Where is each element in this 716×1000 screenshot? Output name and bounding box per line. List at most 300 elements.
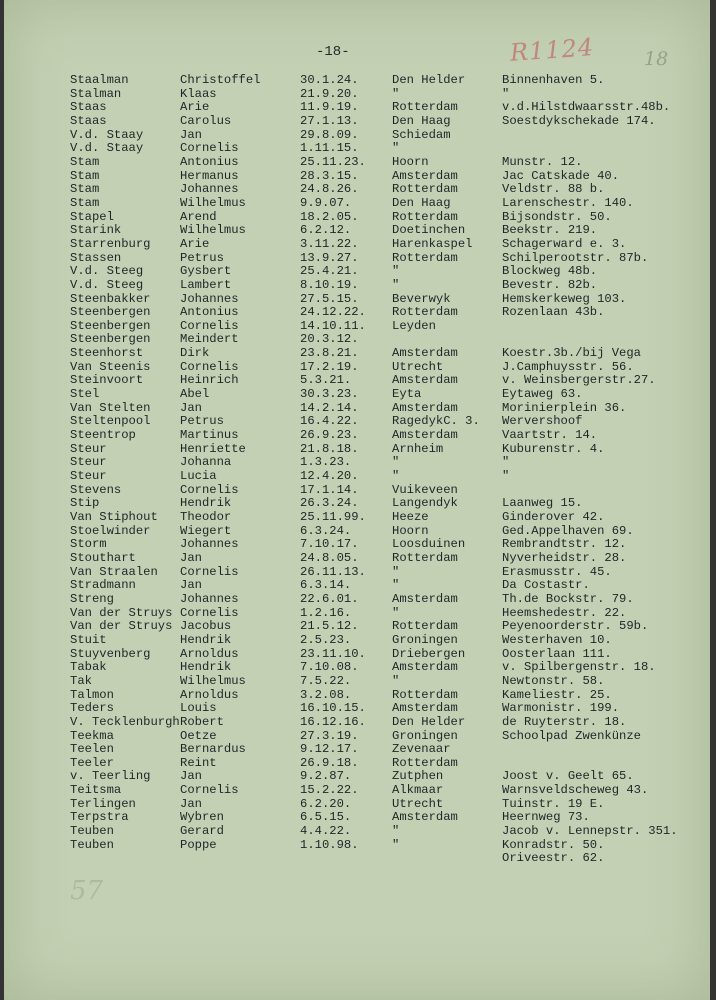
register-row xyxy=(4,252,710,266)
trailing-address-cell: Oriveestr. 62. xyxy=(502,851,605,866)
birth-date-cell: 17.1.14. xyxy=(300,482,359,497)
surname-cell: Stam xyxy=(70,154,100,169)
address-cell: Bijsondstr. 50. xyxy=(502,209,612,224)
birth-place-cell: Doetinchen xyxy=(392,223,466,238)
address-cell: Hemskerkeweg 103. xyxy=(502,291,627,306)
birth-place-cell: " xyxy=(392,277,400,292)
birth-place-cell: Amsterdam xyxy=(392,373,458,388)
pencil-mark: 57 xyxy=(70,876,104,906)
surname-cell: Van Stelten xyxy=(70,400,151,415)
first-name-cell: Cornelis xyxy=(180,564,239,579)
surname-cell: Starrenburg xyxy=(70,236,151,251)
first-name-cell: Arnoldus xyxy=(180,687,239,702)
birth-place-cell: Amsterdam xyxy=(392,168,458,183)
register-row xyxy=(4,197,710,211)
surname-cell: Stuyvenberg xyxy=(70,646,151,661)
address-cell: Westerhaven 10. xyxy=(502,632,612,647)
birth-date-cell: 5.3.21. xyxy=(300,373,352,388)
first-name-cell: Theodor xyxy=(180,510,232,524)
first-name-cell: Cornelis xyxy=(180,141,239,156)
first-name-cell: Arie xyxy=(180,100,210,115)
surname-cell: Stam xyxy=(70,182,100,197)
register-row xyxy=(4,101,710,115)
address-cell: Joost v. Geelt 65. xyxy=(502,769,634,784)
surname-cell: Van Steenis xyxy=(70,359,151,374)
birth-date-cell: 16.12.16. xyxy=(300,714,366,729)
birth-place-cell: Amsterdam xyxy=(392,346,458,361)
address-cell: Schoolpad Zwenkünze xyxy=(502,728,641,743)
register-row xyxy=(4,634,710,648)
register-row xyxy=(4,74,710,88)
birth-date-cell: 9.12.17. xyxy=(300,742,359,757)
address-cell: Da Costastr. xyxy=(502,578,590,593)
surname-cell: Steenbergen xyxy=(70,318,151,333)
first-name-cell: Heinrich xyxy=(180,373,239,388)
address-cell: Beekstr. 219. xyxy=(502,223,598,238)
birth-date-cell: 25.11.23. xyxy=(300,154,366,169)
register-row xyxy=(4,798,710,812)
surname-cell: Stassen xyxy=(70,250,122,265)
register-row xyxy=(4,770,710,784)
surname-cell: Steur xyxy=(70,441,107,456)
surname-cell: Teekma xyxy=(70,728,114,743)
register-row xyxy=(4,88,710,102)
register-row xyxy=(4,497,710,511)
surname-cell: Stouthart xyxy=(70,550,136,565)
birth-place-cell: Schiedam xyxy=(392,127,451,142)
first-name-cell: Abel xyxy=(180,387,210,402)
birth-place-cell: Eyta xyxy=(392,387,422,402)
register-row xyxy=(4,293,710,307)
first-name-cell: Johannes xyxy=(180,182,239,197)
first-name-cell: Cornelis xyxy=(180,359,239,374)
address-cell: Vaartstr. 14. xyxy=(502,428,598,443)
birth-place-cell: Den Helder xyxy=(392,714,466,729)
birth-date-cell: 25.11.99. xyxy=(300,510,366,524)
birth-date-cell: 24.8.26. xyxy=(300,182,359,197)
register-row xyxy=(4,333,710,347)
first-name-cell: Carolus xyxy=(180,113,232,128)
address-cell: Wervershoof xyxy=(502,414,583,429)
birth-place-cell: Den Haag xyxy=(392,113,451,128)
birth-date-cell: 13.9.27. xyxy=(300,250,359,265)
surname-cell: Stuit xyxy=(70,632,107,647)
birth-date-cell: 30.3.23. xyxy=(300,387,359,402)
first-name-cell: Johannes xyxy=(180,291,239,306)
first-name-cell: Arie xyxy=(180,236,210,251)
register-row xyxy=(4,579,710,593)
register-row xyxy=(4,470,710,484)
address-cell: Veldstr. 88 b. xyxy=(502,182,605,197)
birth-place-cell: Zevenaar xyxy=(392,742,451,757)
address-cell: Laanweg 15. xyxy=(502,496,583,511)
first-name-cell: Hendrik xyxy=(180,660,232,675)
address-cell: Schagerward e. 3. xyxy=(502,236,627,251)
surname-cell: V.d. Staay xyxy=(70,141,144,156)
register-row xyxy=(4,402,710,416)
first-name-cell: Jan xyxy=(180,550,202,565)
surname-cell: V.d. Steeg xyxy=(70,264,144,279)
birth-date-cell: 21.5.12. xyxy=(300,619,359,634)
birth-date-cell: 28.3.15. xyxy=(300,168,359,183)
surname-cell: Teelen xyxy=(70,742,114,757)
first-name-cell: Wybren xyxy=(180,810,224,825)
first-name-cell: Jan xyxy=(180,400,202,415)
surname-cell: Steentrop xyxy=(70,428,136,443)
birth-date-cell: 27.3.19. xyxy=(300,728,359,743)
register-page xyxy=(4,0,710,1000)
surname-cell: Tak xyxy=(70,673,92,688)
birth-date-cell: 16.4.22. xyxy=(300,414,359,429)
first-name-cell: Cornelis xyxy=(180,482,239,497)
surname-cell: Terlingen xyxy=(70,796,136,811)
birth-date-cell: 29.8.09. xyxy=(300,127,359,142)
first-name-cell: Jacobus xyxy=(180,619,232,634)
register-row xyxy=(4,525,710,539)
register-row xyxy=(4,347,710,361)
surname-cell: Teders xyxy=(70,701,114,716)
surname-cell: Starink xyxy=(70,223,122,238)
address-cell: de Ruyterstr. 18. xyxy=(502,714,627,729)
first-name-cell: Jan xyxy=(180,127,202,142)
birth-place-cell: Leyden xyxy=(392,318,436,333)
address-cell: Heemshedestr. 22. xyxy=(502,605,627,620)
address-cell: Blockweg 48b. xyxy=(502,264,598,279)
surname-cell: V. Tecklenburgh xyxy=(70,714,180,729)
first-name-cell: Wilhelmus xyxy=(180,195,246,210)
register-row xyxy=(4,837,710,866)
birth-place-cell: Beverwyk xyxy=(392,291,451,306)
surname-cell: Stoelwinder xyxy=(70,523,151,538)
first-name-cell: Robert xyxy=(180,714,224,729)
register-row xyxy=(4,702,710,716)
birth-date-cell: 21.9.20. xyxy=(300,86,359,101)
register-row xyxy=(4,825,710,839)
register-row xyxy=(4,265,710,279)
birth-place-cell: Zutphen xyxy=(392,769,444,784)
birth-date-cell: 15.2.22. xyxy=(300,783,359,798)
address-cell: Rozenlaan 43b. xyxy=(502,305,605,320)
first-name-cell: Reint xyxy=(180,755,217,770)
address-cell: Rembrandtstr. 12. xyxy=(502,537,627,552)
address-cell: Kuburenstr. 4. xyxy=(502,441,605,456)
first-name-cell: Antonius xyxy=(180,154,239,169)
birth-date-cell: 6.2.20. xyxy=(300,796,352,811)
birth-date-cell: 11.9.19. xyxy=(300,100,359,115)
birth-date-cell: 30.1.24. xyxy=(300,73,359,87)
address-cell: Warnsveldscheweg 43. xyxy=(502,783,649,798)
surname-cell: Steur xyxy=(70,469,107,484)
surname-cell: Streng xyxy=(70,591,114,606)
surname-cell: Teitsma xyxy=(70,783,122,798)
address-cell: Eytaweg 63. xyxy=(502,387,583,402)
register-row xyxy=(4,689,710,703)
birth-place-cell: " xyxy=(392,86,400,101)
register-row xyxy=(4,784,710,798)
address-cell: Kameliestr. 25. xyxy=(502,687,612,702)
first-name-cell: Poppe xyxy=(180,837,217,852)
first-name-cell: Cornelis xyxy=(180,605,239,620)
surname-cell: Stam xyxy=(70,168,100,183)
surname-cell: V.d. Staay xyxy=(70,127,144,142)
register-list xyxy=(4,73,710,866)
birth-date-cell: 1.3.23. xyxy=(300,455,352,470)
birth-date-cell: 6.3.14. xyxy=(300,578,352,593)
birth-place-cell: Rotterdam xyxy=(392,550,458,565)
birth-place-cell: Arnheim xyxy=(392,441,444,456)
first-name-cell: Petrus xyxy=(180,250,224,265)
register-row xyxy=(4,388,710,402)
birth-date-cell: 27.5.15. xyxy=(300,291,359,306)
surname-cell: Stradmann xyxy=(70,578,136,593)
surname-cell: V.d. Steeg xyxy=(70,277,144,292)
surname-cell: Steenhorst xyxy=(70,346,144,361)
birth-place-cell: Groningen xyxy=(392,632,458,647)
birth-place-cell: Rotterdam xyxy=(392,687,458,702)
surname-cell: Teuben xyxy=(70,824,114,839)
birth-place-cell: " xyxy=(392,455,400,470)
register-row xyxy=(4,361,710,375)
folio-number: 18 xyxy=(644,48,669,70)
surname-cell: Tabak xyxy=(70,660,107,675)
birth-date-cell: 16.10.15. xyxy=(300,701,366,716)
surname-cell: Van der Struys xyxy=(70,605,173,620)
first-name-cell: Antonius xyxy=(180,305,239,320)
first-name-cell: Jan xyxy=(180,578,202,593)
birth-date-cell: 3.2.08. xyxy=(300,687,352,702)
birth-place-cell: Amsterdam xyxy=(392,428,458,443)
birth-place-cell: Heeze xyxy=(392,510,429,524)
birth-place-cell: Utrecht xyxy=(392,359,444,374)
surname-cell: Steur xyxy=(70,455,107,470)
address-cell: Schilperootstr. 87b. xyxy=(502,250,649,265)
birth-place-cell: Harenkaspel xyxy=(392,236,473,251)
surname-cell: Stip xyxy=(70,496,100,511)
birth-date-cell: 20.3.12. xyxy=(300,332,359,347)
birth-date-cell: 1.10.98. xyxy=(300,837,359,852)
register-row xyxy=(4,142,710,156)
birth-place-cell: " xyxy=(392,141,400,156)
register-row xyxy=(4,306,710,320)
address-cell: J.Camphuysstr. 56. xyxy=(502,359,634,374)
first-name-cell: Jan xyxy=(180,796,202,811)
surname-cell: Staas xyxy=(70,113,107,128)
first-name-cell: Johanna xyxy=(180,455,232,470)
register-row xyxy=(4,170,710,184)
address-cell: Morinierplein 36. xyxy=(502,400,627,415)
first-name-cell: Lambert xyxy=(180,277,232,292)
first-name-cell: Hermanus xyxy=(180,168,239,183)
address-cell: Peyenoorderstr. 59b. xyxy=(502,619,649,634)
birth-place-cell: " xyxy=(392,837,400,852)
surname-cell: Stapel xyxy=(70,209,114,224)
surname-cell: Van Stiphout xyxy=(70,510,158,524)
birth-place-cell: Amsterdam xyxy=(392,810,458,825)
birth-date-cell: 14.2.14. xyxy=(300,400,359,415)
surname-cell: Steinvoort xyxy=(70,373,144,388)
register-row xyxy=(4,566,710,580)
surname-cell: v. Teerling xyxy=(70,769,151,784)
surname-cell: Talmon xyxy=(70,687,114,702)
birth-date-cell: 23.11.10. xyxy=(300,646,366,661)
first-name-cell: Christoffel xyxy=(180,73,261,87)
birth-date-cell: 26.9.18. xyxy=(300,755,359,770)
register-row xyxy=(4,620,710,634)
surname-cell: Steenbergen xyxy=(70,332,151,347)
birth-date-cell: 26.9.23. xyxy=(300,428,359,443)
birth-place-cell: Rotterdam xyxy=(392,182,458,197)
first-name-cell: Bernardus xyxy=(180,742,246,757)
first-name-cell: Jan xyxy=(180,769,202,784)
address-cell: " xyxy=(502,455,510,470)
register-row xyxy=(4,429,710,443)
address-cell: " xyxy=(502,469,510,484)
first-name-cell: Gysbert xyxy=(180,264,232,279)
first-name-cell: Hendrik xyxy=(180,632,232,647)
birth-place-cell: " xyxy=(392,469,400,484)
register-row xyxy=(4,443,710,457)
birth-date-cell: 4.4.22. xyxy=(300,824,352,839)
address-cell: Th.de Bockstr. 79. xyxy=(502,591,634,606)
birth-date-cell: 1.2.16. xyxy=(300,605,352,620)
register-row xyxy=(4,211,710,225)
birth-place-cell: Langendyk xyxy=(392,496,458,511)
address-cell: Tuinstr. 19 E. xyxy=(502,796,605,811)
birth-date-cell: 7.10.17. xyxy=(300,537,359,552)
register-row xyxy=(4,183,710,197)
birth-place-cell: Rotterdam xyxy=(392,619,458,634)
address-cell: v. Weinsbergerstr.27. xyxy=(502,373,656,388)
address-cell: Binnenhaven 5. xyxy=(502,73,605,87)
register-row xyxy=(4,730,710,744)
register-row xyxy=(4,811,710,825)
surname-cell: Stam xyxy=(70,195,100,210)
birth-date-cell: 14.10.11. xyxy=(300,318,366,333)
register-row xyxy=(4,238,710,252)
birth-date-cell: 7.10.08. xyxy=(300,660,359,675)
birth-date-cell: 1.11.15. xyxy=(300,141,359,156)
birth-date-cell: 26.11.13. xyxy=(300,564,366,579)
birth-place-cell: RagedykC. 3. xyxy=(392,414,480,429)
birth-date-cell: 17.2.19. xyxy=(300,359,359,374)
register-row xyxy=(4,374,710,388)
first-name-cell: Lucia xyxy=(180,469,217,484)
birth-place-cell: " xyxy=(392,605,400,620)
birth-date-cell: 18.2.05. xyxy=(300,209,359,224)
register-row xyxy=(4,320,710,334)
birth-date-cell: 6.3.24. xyxy=(300,523,352,538)
birth-date-cell: 27.1.13. xyxy=(300,113,359,128)
register-row xyxy=(4,156,710,170)
birth-place-cell: Rotterdam xyxy=(392,100,458,115)
birth-date-cell: 2.5.23. xyxy=(300,632,352,647)
address-cell: Jac Catskade 40. xyxy=(502,168,620,183)
birth-date-cell: 22.6.01. xyxy=(300,591,359,606)
address-cell: Newtonstr. 58. xyxy=(502,673,605,688)
surname-cell: Stevens xyxy=(70,482,122,497)
first-name-cell: Oetze xyxy=(180,728,217,743)
first-name-cell: Meindert xyxy=(180,332,239,347)
first-name-cell: Hendrik xyxy=(180,496,232,511)
first-name-cell: Cornelis xyxy=(180,783,239,798)
surname-cell: Terpstra xyxy=(70,810,129,825)
surname-cell: Steenbakker xyxy=(70,291,151,306)
page-number: -18- xyxy=(316,44,350,60)
birth-date-cell: 24.12.22. xyxy=(300,305,366,320)
address-cell: v. Spilbergenstr. 18. xyxy=(502,660,656,675)
birth-date-cell: 24.8.05. xyxy=(300,550,359,565)
birth-place-cell: Amsterdam xyxy=(392,701,458,716)
birth-date-cell: 8.10.19. xyxy=(300,277,359,292)
surname-cell: Van der Struys xyxy=(70,619,173,634)
register-row xyxy=(4,456,710,470)
birth-place-cell: Amsterdam xyxy=(392,591,458,606)
birth-place-cell: Groningen xyxy=(392,728,458,743)
birth-date-cell: 21.8.18. xyxy=(300,441,359,456)
address-cell: Heernweg 73. xyxy=(502,810,590,825)
birth-date-cell: 6.5.15. xyxy=(300,810,352,825)
register-row xyxy=(4,593,710,607)
surname-cell: Staas xyxy=(70,100,107,115)
address-cell: v.d.Hilstdwaarsstr.48b. xyxy=(502,100,671,115)
register-row xyxy=(4,484,710,498)
register-row xyxy=(4,675,710,689)
archive-stamp: R1124 xyxy=(509,33,596,67)
surname-cell: Storm xyxy=(70,537,107,552)
register-row xyxy=(4,415,710,429)
birth-place-cell: Rotterdam xyxy=(392,209,458,224)
register-row xyxy=(4,716,710,730)
birth-date-cell: 12.4.20. xyxy=(300,469,359,484)
birth-place-cell: Rotterdam xyxy=(392,305,458,320)
register-row xyxy=(4,743,710,757)
address-cell: Soestdykschekade 174. xyxy=(502,113,656,128)
first-name-cell: Wilhelmus xyxy=(180,673,246,688)
first-name-cell: Louis xyxy=(180,701,217,716)
register-row xyxy=(4,115,710,129)
address-cell: Oosterlaan 111. xyxy=(502,646,612,661)
surname-cell: Stel xyxy=(70,387,100,402)
register-row xyxy=(4,129,710,143)
first-name-cell: Dirk xyxy=(180,346,210,361)
address-cell: Ged.Appelhaven 69. xyxy=(502,523,634,538)
register-row xyxy=(4,511,710,525)
first-name-cell: Klaas xyxy=(180,86,217,101)
birth-place-cell: Amsterdam xyxy=(392,400,458,415)
birth-place-cell: Amsterdam xyxy=(392,660,458,675)
birth-place-cell: Vuikeveen xyxy=(392,482,458,497)
surname-cell: Van Straalen xyxy=(70,564,158,579)
surname-cell: Steltenpool xyxy=(70,414,151,429)
first-name-cell: Petrus xyxy=(180,414,224,429)
birth-place-cell: Loosduinen xyxy=(392,537,466,552)
address-cell: Nyverheidstr. 28. xyxy=(502,550,627,565)
birth-date-cell: 9.2.87. xyxy=(300,769,352,784)
birth-place-cell: Driebergen xyxy=(392,646,466,661)
first-name-cell: Wilhelmus xyxy=(180,223,246,238)
address-cell: Bevestr. 82b. xyxy=(502,277,598,292)
birth-place-cell: Alkmaar xyxy=(392,783,444,798)
first-name-cell: Gerard xyxy=(180,824,224,839)
register-row xyxy=(4,279,710,293)
register-row xyxy=(4,757,710,771)
birth-place-cell: " xyxy=(392,264,400,279)
birth-place-cell: Utrecht xyxy=(392,796,444,811)
surname-cell: Stalman xyxy=(70,86,122,101)
birth-date-cell: 6.2.12. xyxy=(300,223,352,238)
first-name-cell: Cornelis xyxy=(180,318,239,333)
birth-date-cell: 23.8.21. xyxy=(300,346,359,361)
